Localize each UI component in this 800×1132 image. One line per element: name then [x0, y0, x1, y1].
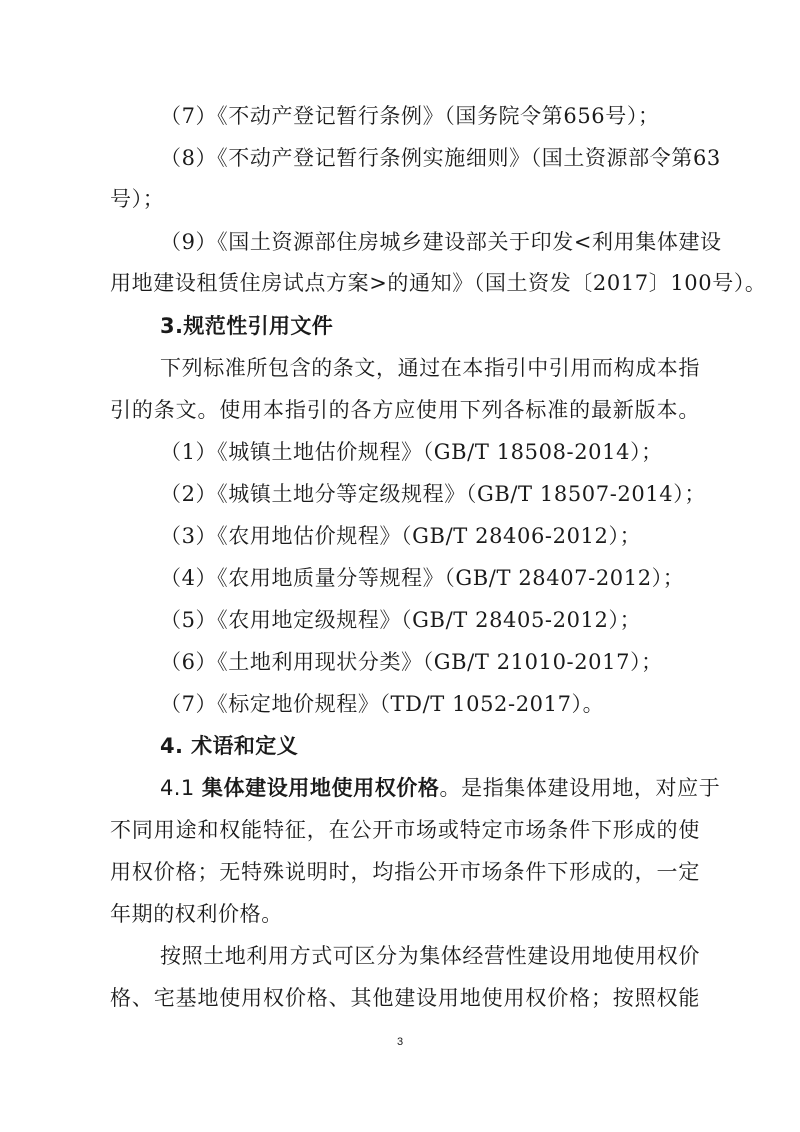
regulation-item-8-line-1: （8）《不动产登记暂行条例实施细则》（国土资源部令第63	[160, 146, 721, 170]
section-heading-terms-definitions: 4. 术语和定义	[160, 734, 299, 758]
standard-item-5: （5）《农用地定级规程》（GB/T 28405-2012）；	[160, 608, 642, 632]
standard-item-7: （7）《标定地价规程》（TD/T 1052-2017）。	[160, 692, 605, 716]
definition-4-1-line-3: 用权价格；无特殊说明时，均指公开市场条件下形成的，一定	[110, 860, 700, 884]
standard-item-1: （1）《城镇土地估价规程》（GB/T 18508-2014）；	[160, 440, 663, 464]
regulation-item-8-line-2: 号）；	[110, 187, 165, 211]
references-intro-line-2: 引的条文。使用本指引的各方应使用下列各标准的最新版本。	[110, 398, 700, 422]
standard-item-2: （2）《城镇土地分等定级规程》（GB/T 18507-2014）；	[160, 482, 706, 506]
standard-item-4: （4）《农用地质量分等规程》（GB/T 28407-2012）；	[160, 566, 685, 590]
classification-paragraph-line-1: 按照土地利用方式可区分为集体经营性建设用地使用权价	[160, 944, 700, 968]
regulation-item-9-line-2: 用地建设租赁住房试点方案>的通知》（国土资发〔2017〕100号）。	[110, 271, 767, 295]
page-number: 3	[396, 1036, 404, 1048]
regulation-item-7: （7）《不动产登记暂行条例》（国务院令第656号）；	[160, 104, 660, 128]
definition-number: 4.1	[160, 776, 195, 800]
definition-4-1-line-4: 年期的权利价格。	[110, 902, 283, 926]
definition-4-1-line-2: 不同用途和权能特征，在公开市场或特定市场条件下形成的使	[110, 818, 700, 842]
definition-text: 。是指集体建设用地，对应于	[439, 776, 721, 800]
definition-4-1-line-1	[160, 773, 721, 803]
section-heading-normative-references: 3.规范性引用文件	[160, 314, 334, 338]
regulation-item-9-line-1: （9）《国土资源部住房城乡建设部关于印发<利用集体建设	[160, 230, 722, 254]
references-intro-line-1: 下列标准所包含的条文，通过在本指引中引用而构成本指	[160, 356, 700, 380]
standard-item-3: （3）《农用地估价规程》（GB/T 28406-2012）；	[160, 524, 642, 548]
standard-item-6: （6）《土地利用现状分类》（GB/T 21010-2017）；	[160, 650, 663, 674]
definition-term: 集体建设用地使用权价格	[201, 775, 440, 800]
classification-paragraph-line-2: 格、宅基地使用权价格、其他建设用地使用权价格；按照权能	[110, 986, 700, 1010]
